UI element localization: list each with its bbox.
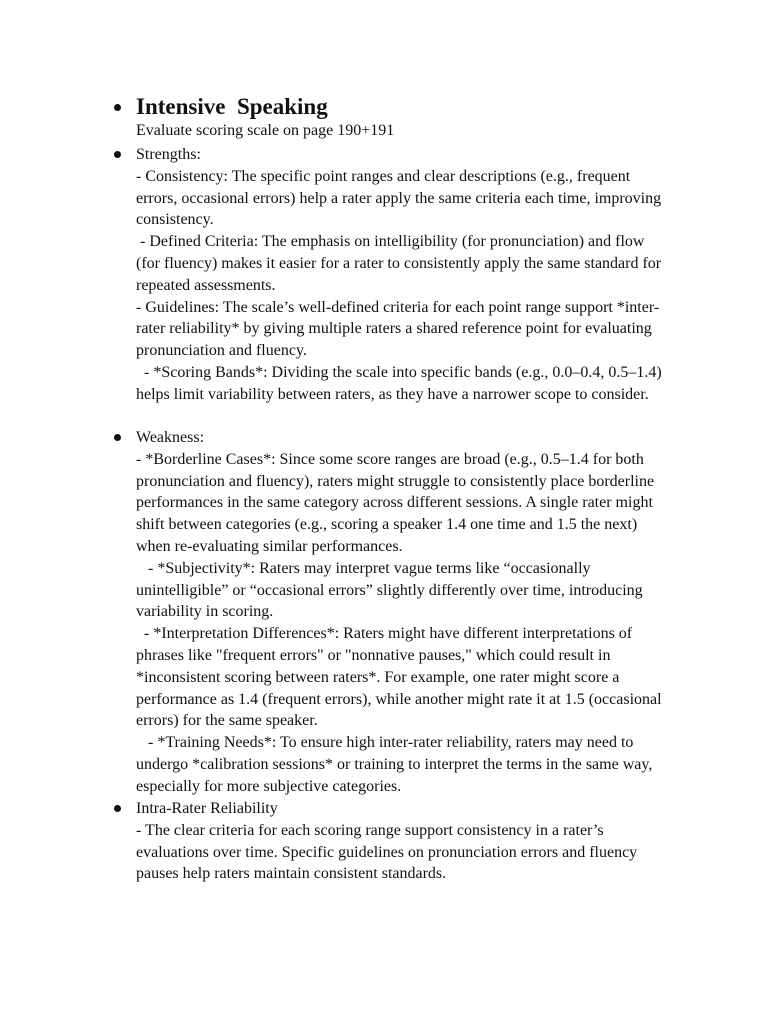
text-line: - *Subjectivity*: Raters may interpret vague terms like “occasionally	[136, 559, 591, 577]
text-line: helps limit variability between raters, as they have a narrower scope to consider.	[136, 385, 649, 403]
text-line: phrases like "frequent errors" or "nonnative pauses," which could result in	[136, 646, 611, 664]
text-line: evaluations over time. Specific guidelines on pronunciation errors and fluency	[136, 843, 638, 861]
text-line: - Defined Criteria: The emphasis on intelligibility (for pronunciation) and flow	[136, 233, 645, 251]
text-line: - *Borderline Cases*: Since some score ranges are broad (e.g., 0.5–1.4 for both	[136, 450, 644, 468]
section-weakness	[136, 427, 696, 798]
text-line: Strengths:	[136, 146, 201, 163]
bullet-icon	[114, 434, 121, 441]
text-line: - *Interpretation Differences*: Raters might have different interpretations of	[136, 625, 633, 643]
text-line: especially for more subjective categories.	[136, 777, 402, 795]
text-line: Weakness:	[136, 429, 205, 446]
text-line: pronunciation and fluency), raters might struggle to consistently place borderline	[136, 472, 655, 490]
text-line: unintelligible” or “occasional errors” slightly differently over time, introducing	[136, 581, 643, 599]
text-line: *inconsistent scoring between raters*. For example, one rater might score a	[136, 668, 620, 686]
text-line: variability in scoring.	[136, 603, 274, 621]
text-line: - *Scoring Bands*: Dividing the scale into specific bands (e.g., 0.0–0.4, 0.5–1.4)	[136, 363, 662, 381]
text-line: shift between categories (e.g., scoring a speaker 1.4 one time and 1.5 the next)	[136, 516, 638, 534]
text-line: - The clear criteria for each scoring range support consistency in a rater’s	[136, 821, 604, 839]
text-line: (for fluency) makes it easier for a rater to consistently apply the same standard for	[136, 254, 662, 272]
text-line: - *Training Needs*: To ensure high inter-rater reliability, raters may need to	[136, 734, 634, 752]
text-line: rater reliability* by giving multiple raters a shared reference point for evaluating	[136, 320, 652, 338]
bullet-icon	[114, 104, 121, 111]
text-line: errors) for the same speaker.	[136, 712, 318, 730]
text-line: repeated assessments.	[136, 276, 276, 294]
section-strengths	[136, 144, 696, 406]
text-line: pauses help raters maintain consistent standards.	[136, 865, 447, 883]
text-line: consistency.	[136, 211, 214, 229]
text-line: errors, occasional errors) help a rater apply the same criteria each time, improving	[136, 189, 662, 207]
text-line: performances in the same category across different sessions. A single rater might	[136, 494, 653, 512]
text-line: when re-evaluating similar performances.	[136, 537, 403, 555]
bullet-icon	[114, 805, 121, 812]
text-line: Evaluate scoring scale on page 190+191	[136, 122, 395, 139]
text-line: undergo *calibration sessions* or training to interpret the terms in the same way,	[136, 755, 653, 773]
text-line: pronunciation and fluency.	[136, 342, 307, 360]
text-line: performance as 1.4 (frequent errors), while another might rate it at 1.5 (occasional	[136, 690, 662, 708]
section-heading: Intensive Speaking	[136, 94, 328, 119]
section-intensive-speaking	[136, 94, 696, 142]
section-intra-rater-reliability	[136, 798, 696, 885]
text-line: - Consistency: The specific point ranges and clear descriptions (e.g., frequent	[136, 167, 631, 185]
bullet-icon	[114, 151, 121, 158]
text-line: - Guidelines: The scale’s well-defined criteria for each point range support *inter-	[136, 298, 660, 316]
text-line: Intra-Rater Reliability	[136, 800, 278, 817]
